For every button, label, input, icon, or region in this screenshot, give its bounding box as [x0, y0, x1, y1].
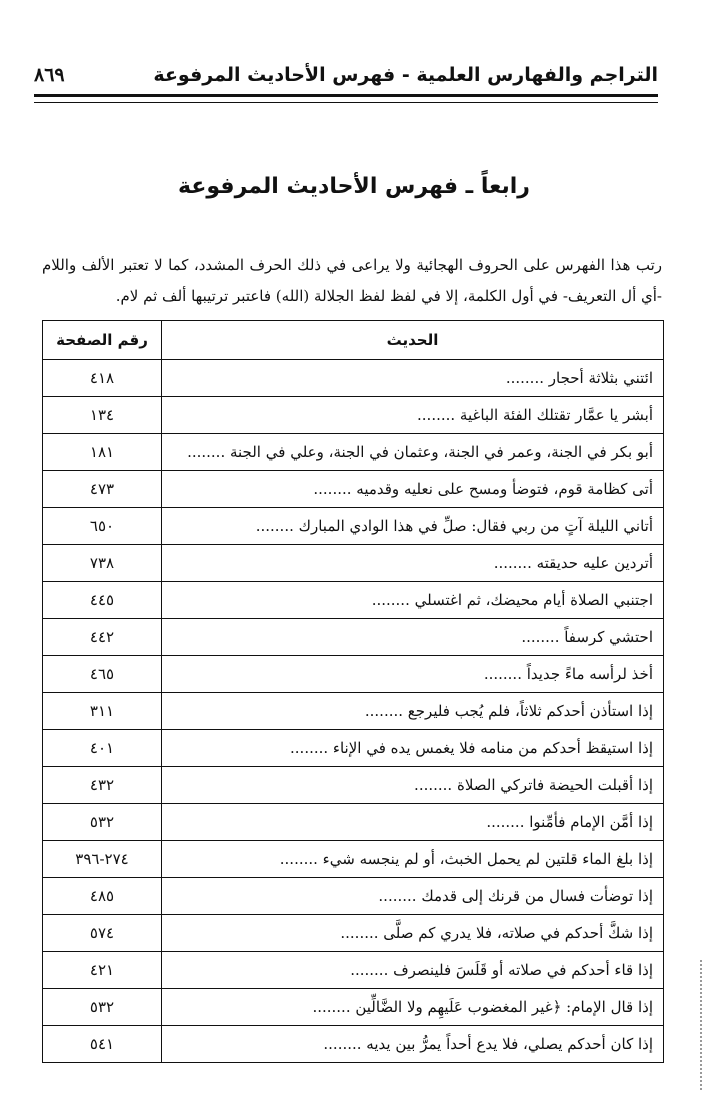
table-row: [43, 397, 664, 434]
hadith-text: إذا قاء أحدكم في صلاته أو قَلَسَ فلينصرف ........: [162, 952, 664, 989]
hadith-text: إذا قال الإمام: ﴿غير المغضوب عَلَيهِم ولا الضَّالِّين ........: [162, 989, 664, 1026]
hadith-text: أخذ لرأسه ماءً جديداً ........: [162, 656, 664, 693]
hadith-text: أتى كظامة قوم، فتوضأ ومسح على نعليه وقدميه ........: [162, 471, 664, 508]
hadith-text: أبو بكر في الجنة، وعمر في الجنة، وعثمان في الجنة، وعلي في الجنة ........: [162, 434, 664, 471]
scan-edge-marks: [698, 960, 702, 1090]
page-reference: ٤٨٥: [43, 878, 162, 915]
section-title: رابعاً ـ فهرس الأحاديث المرفوعة: [178, 174, 530, 199]
table-row: [43, 508, 664, 545]
table-row: [43, 841, 664, 878]
running-title: التراجم والفهارس العلمية - فهرس الأحاديث المرفوعة: [153, 64, 658, 86]
page-reference: ٣١١: [43, 693, 162, 730]
page-reference: ١٨١: [43, 434, 162, 471]
page-reference: ٢٧٤-٣٩٦: [43, 841, 162, 878]
table-header-row: [43, 321, 664, 360]
page-reference: ٥٤١: [43, 1026, 162, 1063]
hadith-text: ائتني بثلاثة أحجار ........: [162, 360, 664, 397]
column-header-hadith: الحديث: [162, 321, 664, 360]
page-reference: ٤٢١: [43, 952, 162, 989]
page-reference: ٤٤٢: [43, 619, 162, 656]
hadith-text: إذا استيقظ أحدكم من منامه فلا يغمس يده في الإناء ........: [162, 730, 664, 767]
table-row: [43, 952, 664, 989]
table-row: [43, 878, 664, 915]
page-reference: ٤٤٥: [43, 582, 162, 619]
page-reference: ٤١٨: [43, 360, 162, 397]
page-reference: ١٣٤: [43, 397, 162, 434]
page-reference: ٥٧٤: [43, 915, 162, 952]
table-row: [43, 804, 664, 841]
page-reference: ٤٣٢: [43, 767, 162, 804]
hadith-text: أتردين عليه حديقته ........: [162, 545, 664, 582]
table-row: [43, 1026, 664, 1063]
hadith-index-table: [42, 320, 664, 1063]
intro-paragraph: رتب هذا الفهرس على الحروف الهجائية ولا يراعى في ذلك الحرف المشدد، كما لا تعتبر الألف واللام -أي أل التعريف- في أول الكلمة، إلا في لفظ لفظ الجلالة (الله) فاعتبر ترتيبها ألف ثم لام.: [42, 256, 662, 305]
page-reference: ٥٣٢: [43, 989, 162, 1026]
hadith-text: إذا استأذن أحدكم ثلاثاً، فلم يُجب فليرجع ........: [162, 693, 664, 730]
hadith-text: إذا بلغ الماء قلتين لم يحمل الخبث، أو لم ينجسه شيء ........: [162, 841, 664, 878]
column-header-page: رقم الصفحة: [43, 321, 162, 360]
table-row: [43, 471, 664, 508]
page-reference: ٤٧٣: [43, 471, 162, 508]
table-row: [43, 360, 664, 397]
page-reference: ٤٠١: [43, 730, 162, 767]
hadith-text: أتاني الليلة آتٍ من ربي فقال: صلِّ في هذا الوادي المبارك ........: [162, 508, 664, 545]
table-row: [43, 767, 664, 804]
running-header: [34, 58, 658, 92]
hadith-text: اجتنبي الصلاة أيام محيضك، ثم اغتسلي ........: [162, 582, 664, 619]
hadith-text: إذا شكَّ أحدكم في صلاته، فلا يدري كم صلَّى ........: [162, 915, 664, 952]
page-number: ٨٦٩: [34, 64, 65, 86]
hadith-text: احتشي كرسفاً ........: [162, 619, 664, 656]
table-row: [43, 915, 664, 952]
table-row: [43, 619, 664, 656]
hadith-text: إذا كان أحدكم يصلي، فلا يدع أحداً يمرُّ بين يديه ........: [162, 1026, 664, 1063]
table-row: [43, 656, 664, 693]
hadith-text: إذا أمَّن الإمام فأمِّنوا ........: [162, 804, 664, 841]
hadith-text: إذا توضأت فسال من قرنك إلى قدمك ........: [162, 878, 664, 915]
table-row: [43, 693, 664, 730]
table-row: [43, 989, 664, 1026]
page-reference: ٥٣٢: [43, 804, 162, 841]
table-row: [43, 434, 664, 471]
page-reference: ٤٦٥: [43, 656, 162, 693]
table-row: [43, 730, 664, 767]
table-body: [43, 360, 664, 1063]
hadith-text: إذا أقبلت الحيضة فاتركي الصلاة ........: [162, 767, 664, 804]
table-row: [43, 582, 664, 619]
page-reference: ٦٥٠: [43, 508, 162, 545]
hadith-text: أبشر يا عمَّار تقتلك الفئة الباغية ........: [162, 397, 664, 434]
table-row: [43, 545, 664, 582]
page-reference: ٧٣٨: [43, 545, 162, 582]
header-rule: [34, 94, 658, 103]
